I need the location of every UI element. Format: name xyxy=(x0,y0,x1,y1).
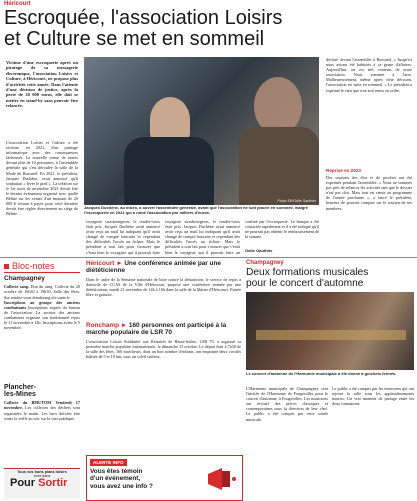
champagney-headline xyxy=(246,267,414,289)
headline xyxy=(4,8,414,50)
body-column-3: confiné par l'escroquerie. Le banque a été contactée rapidement et il a été indiqué qu'il ne pourrait pas obtenir le remboursement de la somme. xyxy=(245,219,319,240)
headline-line-2: et Culture se met en sommeil xyxy=(4,28,265,50)
blocnotes-place-1: Champagney xyxy=(4,275,45,283)
item4-date: Vendredi 17 novembre. xyxy=(4,400,80,411)
person-head-shape xyxy=(150,97,190,142)
alerte-line-1: Vous êtes témoin xyxy=(90,468,143,475)
place2-line2: les-Mines xyxy=(4,391,36,399)
place2-line1: Plancher- xyxy=(4,384,36,392)
photo-caption: Jacques Duchêne, au micro, a ouvert l'assemblée générale, avant que l'association ne soit placée en sommeil, malgré l'escroquerie en 2021 qui a ruiné l'association par milliers d'euros. xyxy=(84,205,308,215)
item1-title: Collecte sang. xyxy=(4,284,30,290)
blocnotes-header xyxy=(4,261,80,271)
item3-text: La section des anciens combattants organise son traditionnel repas le 11 novembre à 12h. Inscriptions avant le 5 novembre. xyxy=(4,309,80,331)
body-column-4: déclaré devant l'assemblée à Bussurel. « Jusqu'ici nous avions été habitués à ce genre d'affaires. Aujourd'hui, on est très contents de notre association. Nous sommes à l'aise. Malheureusement, même après cette décision, l'association est mise en sommeil. » Le président a exprimé le vœu que tout soit remis en ordre. xyxy=(326,57,412,93)
blocnotes-title: Bloc-notes xyxy=(12,261,55,271)
alerte-badge: ALERTE INFO xyxy=(90,459,127,466)
champagney-headline-1: Deux formations musicales xyxy=(246,267,369,278)
horizontal-divider xyxy=(0,257,417,258)
ad-line-2: sont dans xyxy=(33,474,51,478)
section-label: Héricourt xyxy=(4,1,31,7)
ad-line-1: Tous vos bons plans loisirs xyxy=(17,470,67,474)
body-column-2: voyagiste strasbourgeois, le rendez-vous était pris. Jacques Duchêne avait annoncé avoir reçu un mail lui indiquant qu'il avait changé de compte bancaire et cependant des difficultés l'accès au fichier. Mais le président a tout fait pour s'assurer que c'était bien le voyagiste qui il pouvait faire xyxy=(86,219,160,255)
headline-line-1: Escroquée, l'association Loisirs xyxy=(4,7,283,29)
body-column-1: L'association Loisirs et Culture a été victime, en 2021, d'un piratage informatique avec des conséquences fâcheuses. La nouvelle venue de toutes devant plus de 10 personnes, à l'assemblée générale qui s'est déroulée la salle de la Mode de Bussurel. En 2021, le président, Jacques Duchêne, avait annoncé qu'il souhaitait « lever le pied ». La création sur le 1er mois de novembre 2021 devait être le dernier événement organisé avec quelle Béline sur les ventes d'un montant de 20 000 € restant à payer pour cette dernière devait être réglée directement au siège de Béline. xyxy=(6,140,78,217)
champagney-section: Champagney xyxy=(246,260,284,266)
alerte-line-3: vous avez une info ? xyxy=(90,482,153,490)
champagney-headline-2: pour le concert d'automne xyxy=(246,278,364,289)
megaphone-icon xyxy=(204,462,238,496)
photo-credit: Photo ER/Odile Gauthier xyxy=(277,199,316,203)
ronchamp-headline: 160 personnes ont participé à la marche populaire de LSR 70 xyxy=(86,322,227,336)
lead-text: Victime d'une escroquerie après un piratage de sa messagerie électronique, l'association Loisirs et Culture, à Héricourt, ne propose plus d'activités cette année. Dans l'attente d'une décision de justice, après la perte de 20 000 euros, elle doit se mettre en stand-by sans pouvoir être relancée. xyxy=(6,60,78,109)
ad-word-2: Sortir xyxy=(38,477,68,489)
conference-headline: Une conférence animée par une diététicienne xyxy=(86,260,221,274)
concert-caption: Le concert d'automne de l'Harmonie municipale a été donné à guichets fermés. xyxy=(246,371,397,376)
ronchamp-text: L'association Loisirs Solidarité aux Retraités de Haute-Saône, LSR 70, a organisé sa première marche populaire internationale, le dimanche 15 octobre. Le départ était à 7h30 de la salle des fêtes. 160 marcheurs, dont un bon nombre d'enfants, ont emprunté deux circuits balisés de 5 et 10 km, sous un soleil radieux. xyxy=(86,339,241,360)
square-icon xyxy=(4,264,9,269)
blocnotes-place-2 xyxy=(4,384,80,398)
body-column-2b: voyagiste strasbourgeois, le rendez-vous était pris. Jacques Duchêne avait annoncé avoir reçu un mail lui indiquant qu'il avait changé de compte bancaire et cependant des difficultés l'accès au fichier. Mais le président a tout fait pour s'assurer que c'était bien le voyagiste qui il pouvait faire un xyxy=(165,219,240,255)
item1-text: Don du sang, Collecte du 20 octobre de 16h30 à 19h30. Salle des fêtes. Sur rendez-vous dondesang.efs.sante.fr xyxy=(4,284,80,300)
champagney-text-2: Le public a été conquis par les musiciens qui ont rejoint la salle sous les applaudissements nourris. Un vrai moment de partage entre les deux formations. xyxy=(332,386,414,407)
conference-article: Héricourt ► Une conférence animée par une diététicienne Dans le cadre de la Semaine nationale de lutte contre la dénutrition, le service de repas à domicile de CCAS de la Ville d'Héricourt, propose une conférence animée par une diététicienne, mardi 21 novembre de 14h à 16h dans la salle de la Mairie d'Héricourt. Entrée libre et gratuite. xyxy=(86,260,241,322)
ad-word: Pour xyxy=(10,477,36,489)
instruments-shape xyxy=(256,330,406,340)
ad-logo xyxy=(10,478,80,489)
person-body-shape xyxy=(124,137,214,205)
ronchamp-article: Ronchamp ► 160 personnes ont participé à la marche populaire de LSR 70 L'association Loisirs Solidarité aux Retraités de Haute-Saône, LSR 70, a organisé sa première marche populaire internationale, le dimanche 15 octobre. Le départ était à 7h30 de la salle des fêtes. 160 marcheurs, dont un bon nombre d'enfants, ont emprunté deux circuits balisés de 5 et 10 km, sous un soleil radieux. xyxy=(86,322,241,439)
alerte-line-2: d'un événement, xyxy=(90,475,141,483)
ad-box[interactable] xyxy=(4,468,80,499)
item2-text: Inscriptions auprès du bureau de l'association. xyxy=(4,304,80,315)
blocnotes-section xyxy=(4,261,80,458)
item4-title: Collecte du BMUTOM xyxy=(4,400,52,406)
item2-title: Inscriptions au groupe des anciens combattants xyxy=(4,299,80,310)
item4-text: Les collectes des déchets sont organisées le matin. Les bacs doivent être sortis la veille au soir sur la voie publique. xyxy=(4,405,80,421)
ronchamp-section: Ronchamp xyxy=(86,322,120,329)
subhead-reprise: Reprise en 2023 xyxy=(326,168,361,173)
signature: Odile Gauthier xyxy=(245,248,273,253)
body-column-4b: Des soutiens des élus et de proches ont été exprimés pendant l'assemblée. « Nous ne sommes pas près de relancer les activités tant que le dossier n'est pas clos. Mais tout est remis au programme de l'année prochaine », a lancé le président, heureux de pouvoir compter sur le soutien de ses membres. xyxy=(326,175,412,211)
main-photo xyxy=(84,57,319,205)
concert-photo xyxy=(246,292,414,370)
champagney-text-1: L'Harmonie municipale de Champagney sera l'invitée de l'Harmonie de Fougerolles pour le concert d'automne, à Fougerolles. Les musiciens ont revisité des pièces classiques et contemporaines sous la direction de leur chef. Le public a été conquis par cette soirée musicale. xyxy=(246,386,328,422)
alerte-info-box[interactable] xyxy=(86,455,243,501)
conference-text: Dans le cadre de la Semaine nationale de lutte contre la dénutrition, le service de repas à domicile de CCAS de la Ville d'Héricourt, propose une conférence animée par une diététicienne, mardi 21 novembre de 14h à 16h dans la salle de la Mairie d'Héricourt. Entrée libre et gratuite. xyxy=(86,277,241,298)
conference-section: Héricourt xyxy=(86,260,115,267)
person-2-body-shape xyxy=(239,127,319,205)
blocnotes-rule xyxy=(4,272,80,273)
